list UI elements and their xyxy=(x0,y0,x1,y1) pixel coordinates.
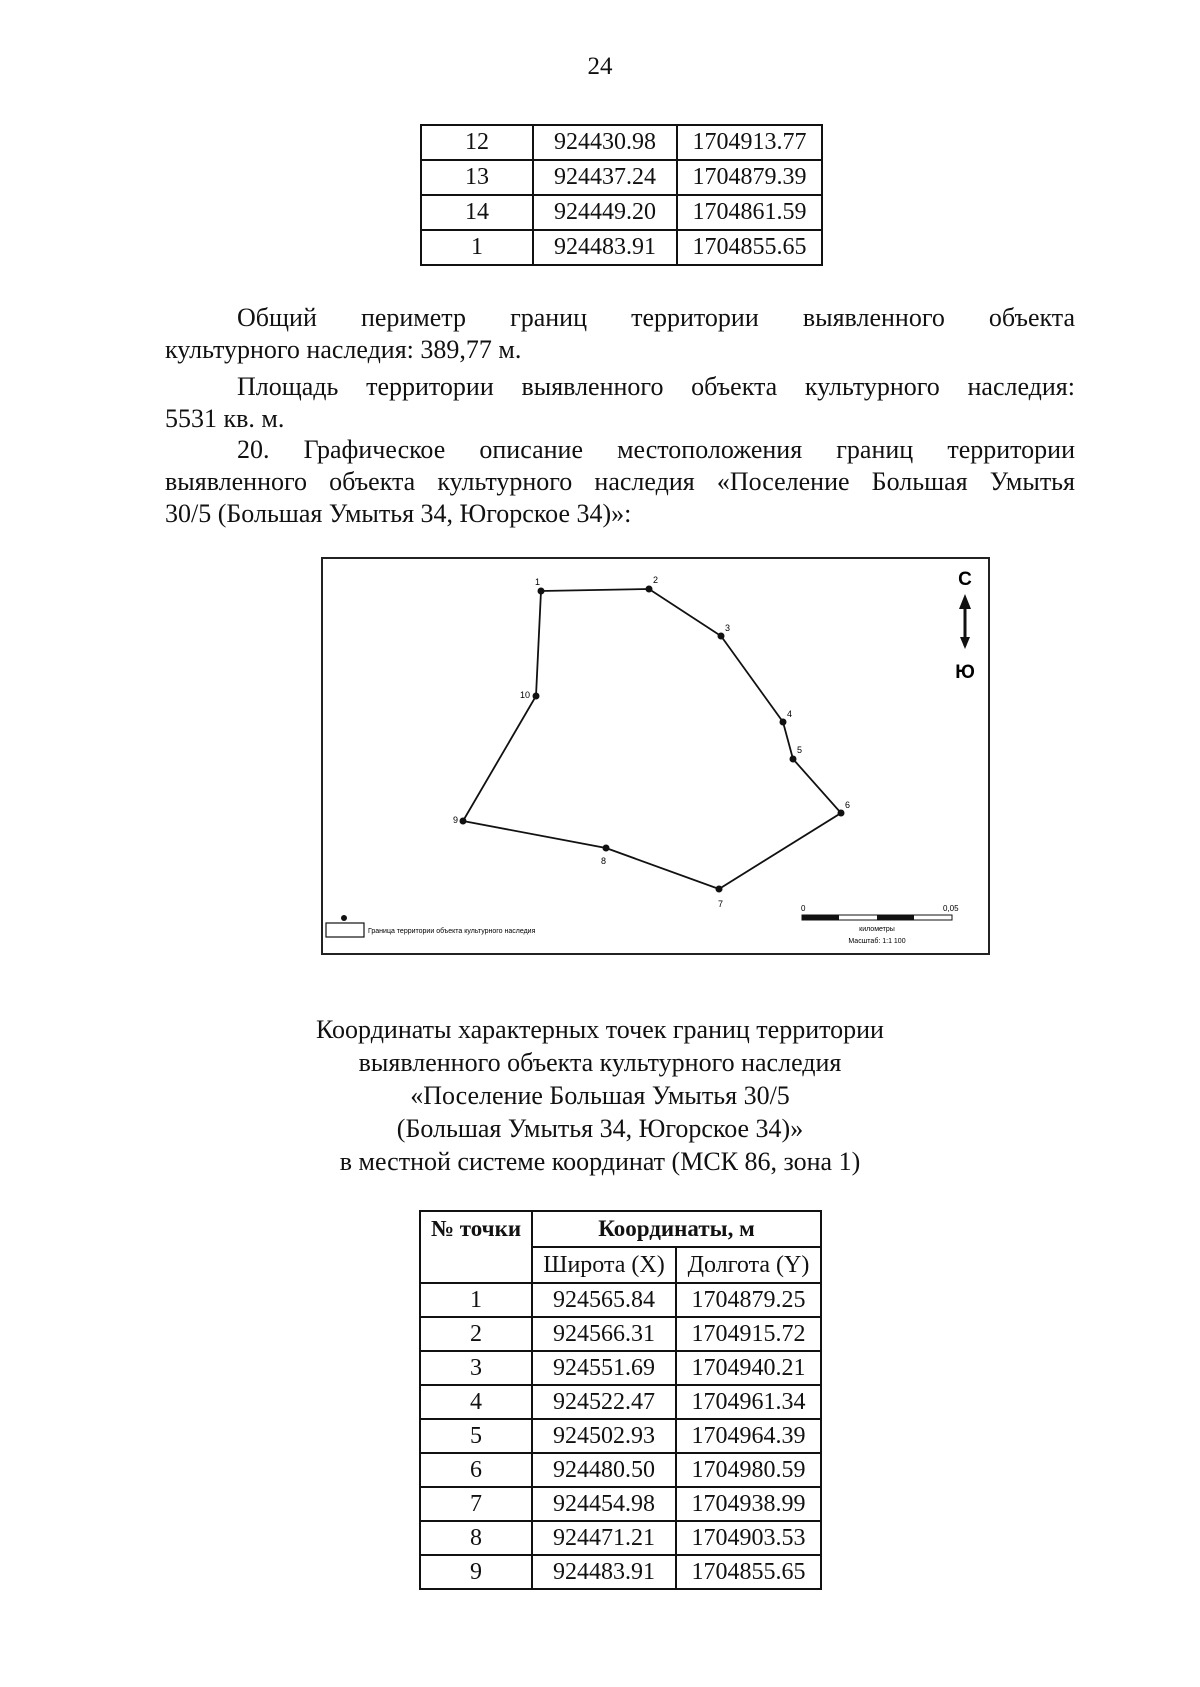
point-number-cell: 5 xyxy=(420,1419,532,1453)
table-row xyxy=(420,1555,821,1589)
graphic-description-paragraph xyxy=(165,434,1075,530)
table-row xyxy=(421,125,822,160)
legend-boundary-swatch xyxy=(326,923,364,937)
boundary-point-marker xyxy=(603,845,610,852)
boundary-point-label: 7 xyxy=(718,899,724,909)
latitude-cell: 924454.98 xyxy=(532,1487,676,1521)
longitude-cell: 1704915.72 xyxy=(676,1317,821,1351)
latitude-cell: 924483.91 xyxy=(532,1555,676,1589)
longitude-cell: 1704913.77 xyxy=(677,125,822,160)
point-number-cell: 2 xyxy=(420,1317,532,1351)
header-longitude: Долгота (Y) xyxy=(676,1247,821,1283)
map-legend xyxy=(326,915,536,937)
caption-line: в местной системе координат (МСК 86, зона 1) xyxy=(339,1147,861,1176)
point-number-cell: 13 xyxy=(421,160,533,195)
latitude-cell: 924566.31 xyxy=(532,1317,676,1351)
boundary-point-marker xyxy=(538,588,545,595)
boundary-point-label: 4 xyxy=(787,709,793,719)
longitude-cell: 1704961.34 xyxy=(676,1385,821,1419)
scale-units-label: километры xyxy=(859,926,895,933)
point-number-cell: 1 xyxy=(421,230,533,265)
header-point-number: № точки xyxy=(420,1211,532,1283)
latitude-cell: 924430.98 xyxy=(533,125,677,160)
arrow-up-icon xyxy=(959,594,971,609)
longitude-cell: 1704879.39 xyxy=(677,160,822,195)
latitude-cell: 924502.93 xyxy=(532,1419,676,1453)
latitude-cell: 924471.21 xyxy=(532,1521,676,1555)
latitude-cell: 924565.84 xyxy=(532,1283,676,1317)
scale-ratio-label: Масштаб: 1:1 100 xyxy=(848,938,906,945)
table-header-row xyxy=(420,1211,821,1247)
longitude-cell: 1704980.59 xyxy=(676,1453,821,1487)
south-label: Ю xyxy=(955,662,975,683)
table-row xyxy=(421,195,822,230)
point-number-cell: 6 xyxy=(420,1453,532,1487)
legend-label: Граница территории объекта культурного наследия xyxy=(368,928,536,935)
header-coordinates: Координаты, м xyxy=(532,1211,821,1247)
table-row xyxy=(420,1317,821,1351)
point-number-cell: 1 xyxy=(420,1283,532,1317)
boundary-point-marker xyxy=(716,886,723,893)
boundary-point-label: 2 xyxy=(653,575,659,585)
graphic-text-line1: 20. Графическое описание местоположения границ территории xyxy=(237,435,1075,464)
scale-end-label: 0,05 xyxy=(943,904,959,913)
longitude-cell: 1704938.99 xyxy=(676,1487,821,1521)
boundary-point-marker xyxy=(790,756,797,763)
north-label: С xyxy=(958,569,972,590)
coordinates-table xyxy=(419,1210,822,1590)
longitude-cell: 1704940.21 xyxy=(676,1351,821,1385)
coordinates-table-continued xyxy=(420,124,823,266)
boundary-map-svg xyxy=(323,559,988,953)
table-row xyxy=(420,1385,821,1419)
area-text-line2: 5531 кв. м. xyxy=(165,404,285,433)
area-text-line1: Площадь территории выявленного объекта культурного наследия: xyxy=(237,372,1075,401)
perimeter-text-line1: Общий периметр границ территории выявленного объекта xyxy=(237,303,1075,332)
scale-bar-segment xyxy=(802,915,839,920)
table-row xyxy=(420,1419,821,1453)
page-number: 24 xyxy=(587,53,613,80)
boundary-point-marker xyxy=(718,633,725,640)
caption-line: выявленного объекта культурного наследия xyxy=(358,1048,842,1077)
scale-bar xyxy=(801,904,959,945)
latitude-cell: 924449.20 xyxy=(533,195,677,230)
longitude-cell: 1704903.53 xyxy=(676,1521,821,1555)
point-number-cell: 8 xyxy=(420,1521,532,1555)
table-row xyxy=(421,230,822,265)
coordinates-caption xyxy=(0,1013,1200,1178)
boundary-point-label: 8 xyxy=(601,856,607,866)
legend-point-icon xyxy=(341,915,347,921)
boundary-point-label: 9 xyxy=(453,815,459,825)
boundary-point-marker xyxy=(838,810,845,817)
boundary-point-label: 1 xyxy=(535,577,541,587)
point-number-cell: 3 xyxy=(420,1351,532,1385)
caption-line: «Поселение Большая Умытья 30/5 xyxy=(410,1081,790,1110)
boundary-polygon xyxy=(463,589,841,889)
scale-start-label: 0 xyxy=(801,904,806,913)
boundary-point-label: 3 xyxy=(725,623,731,633)
point-number-cell: 7 xyxy=(420,1487,532,1521)
boundary-point-marker xyxy=(646,586,653,593)
boundary-point-marker xyxy=(780,719,787,726)
table-row xyxy=(420,1453,821,1487)
perimeter-paragraph xyxy=(165,302,1075,366)
latitude-cell: 924483.91 xyxy=(533,230,677,265)
latitude-cell: 924551.69 xyxy=(532,1351,676,1385)
header-latitude: Широта (X) xyxy=(532,1247,676,1283)
boundary-point-marker xyxy=(533,693,540,700)
longitude-cell: 1704855.65 xyxy=(677,230,822,265)
boundary-point-label: 10 xyxy=(520,690,531,700)
boundary-map xyxy=(321,557,990,955)
longitude-cell: 1704879.25 xyxy=(676,1283,821,1317)
longitude-cell: 1704964.39 xyxy=(676,1419,821,1453)
boundary-point-label: 5 xyxy=(797,745,803,755)
point-number-cell: 4 xyxy=(420,1385,532,1419)
point-number-cell: 9 xyxy=(420,1555,532,1589)
boundary-point-marker xyxy=(460,818,467,825)
graphic-text-line2: выявленного объекта культурного наследия «Поселение Большая Умытья xyxy=(165,467,1075,496)
point-number-cell: 12 xyxy=(421,125,533,160)
perimeter-text-line2: культурного наследия: 389,77 м. xyxy=(165,335,522,364)
caption-line: Координаты характерных точек границ территории xyxy=(316,1015,884,1044)
boundary-point-label: 6 xyxy=(845,800,851,810)
table-row xyxy=(420,1283,821,1317)
point-number-cell: 14 xyxy=(421,195,533,230)
arrow-tail-icon xyxy=(960,637,970,649)
scale-bar-segment xyxy=(877,915,914,920)
north-arrow xyxy=(955,569,975,683)
longitude-cell: 1704855.65 xyxy=(676,1555,821,1589)
table-row xyxy=(420,1521,821,1555)
table-row xyxy=(420,1487,821,1521)
area-paragraph xyxy=(165,371,1075,435)
latitude-cell: 924522.47 xyxy=(532,1385,676,1419)
latitude-cell: 924437.24 xyxy=(533,160,677,195)
longitude-cell: 1704861.59 xyxy=(677,195,822,230)
caption-line: (Большая Умытья 34, Югорское 34)» xyxy=(396,1114,804,1143)
graphic-text-line3: 30/5 (Большая Умытья 34, Югорское 34)»: xyxy=(165,499,632,528)
table-row xyxy=(420,1351,821,1385)
table-row xyxy=(421,160,822,195)
latitude-cell: 924480.50 xyxy=(532,1453,676,1487)
